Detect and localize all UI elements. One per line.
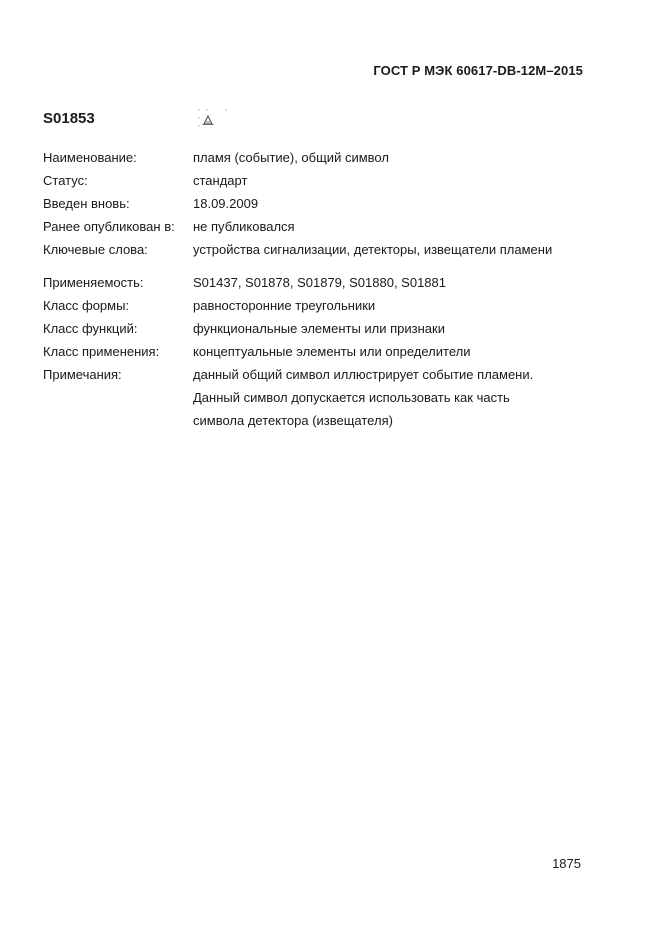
- field-introduced-value: 18.09.2009: [193, 196, 259, 211]
- standard-designation: ГОСТ Р МЭК 60617-DB-12M–2015: [373, 63, 583, 78]
- field-published-value: не публиковался: [193, 219, 295, 234]
- flame-event-triangle-icon: [196, 106, 232, 130]
- field-keywords-label: Ключевые слова:: [43, 242, 148, 257]
- field-published-label: Ранее опубликован в:: [43, 219, 175, 234]
- field-notes-label: Примечания:: [43, 367, 122, 382]
- field-applicability-label: Применяемость:: [43, 275, 144, 290]
- symbol-code: S01853: [43, 110, 95, 127]
- field-keywords-value: устройства сигнализации, детекторы, извещатели пламени: [193, 242, 553, 257]
- field-name-value: пламя (событие), общий символ: [193, 150, 389, 165]
- notes-line-1: данный общий символ иллюстрирует событие пламени.: [193, 367, 534, 382]
- field-introduced-label: Введен вновь:: [43, 196, 130, 211]
- field-function-class-value: функциональные элементы или признаки: [193, 321, 445, 336]
- field-application-class-value: концептуальные элементы или определители: [193, 344, 471, 359]
- field-shape-class-label: Класс формы:: [43, 298, 130, 313]
- page-number: 1875: [552, 856, 581, 871]
- notes-line-3: символа детектора (извещателя): [193, 413, 393, 428]
- field-shape-class-value: равносторонние треугольники: [193, 298, 376, 313]
- field-application-class-label: Класс применения:: [43, 344, 160, 359]
- field-function-class-label: Класс функций:: [43, 321, 138, 336]
- field-status-label: Статус:: [43, 173, 88, 188]
- notes-line-2: Данный символ допускается использовать как часть: [193, 390, 510, 405]
- field-applicability-value: S01437, S01878, S01879, S01880, S01881: [193, 275, 446, 290]
- field-status-value: стандарт: [193, 173, 248, 188]
- field-name-label: Наименование:: [43, 150, 137, 165]
